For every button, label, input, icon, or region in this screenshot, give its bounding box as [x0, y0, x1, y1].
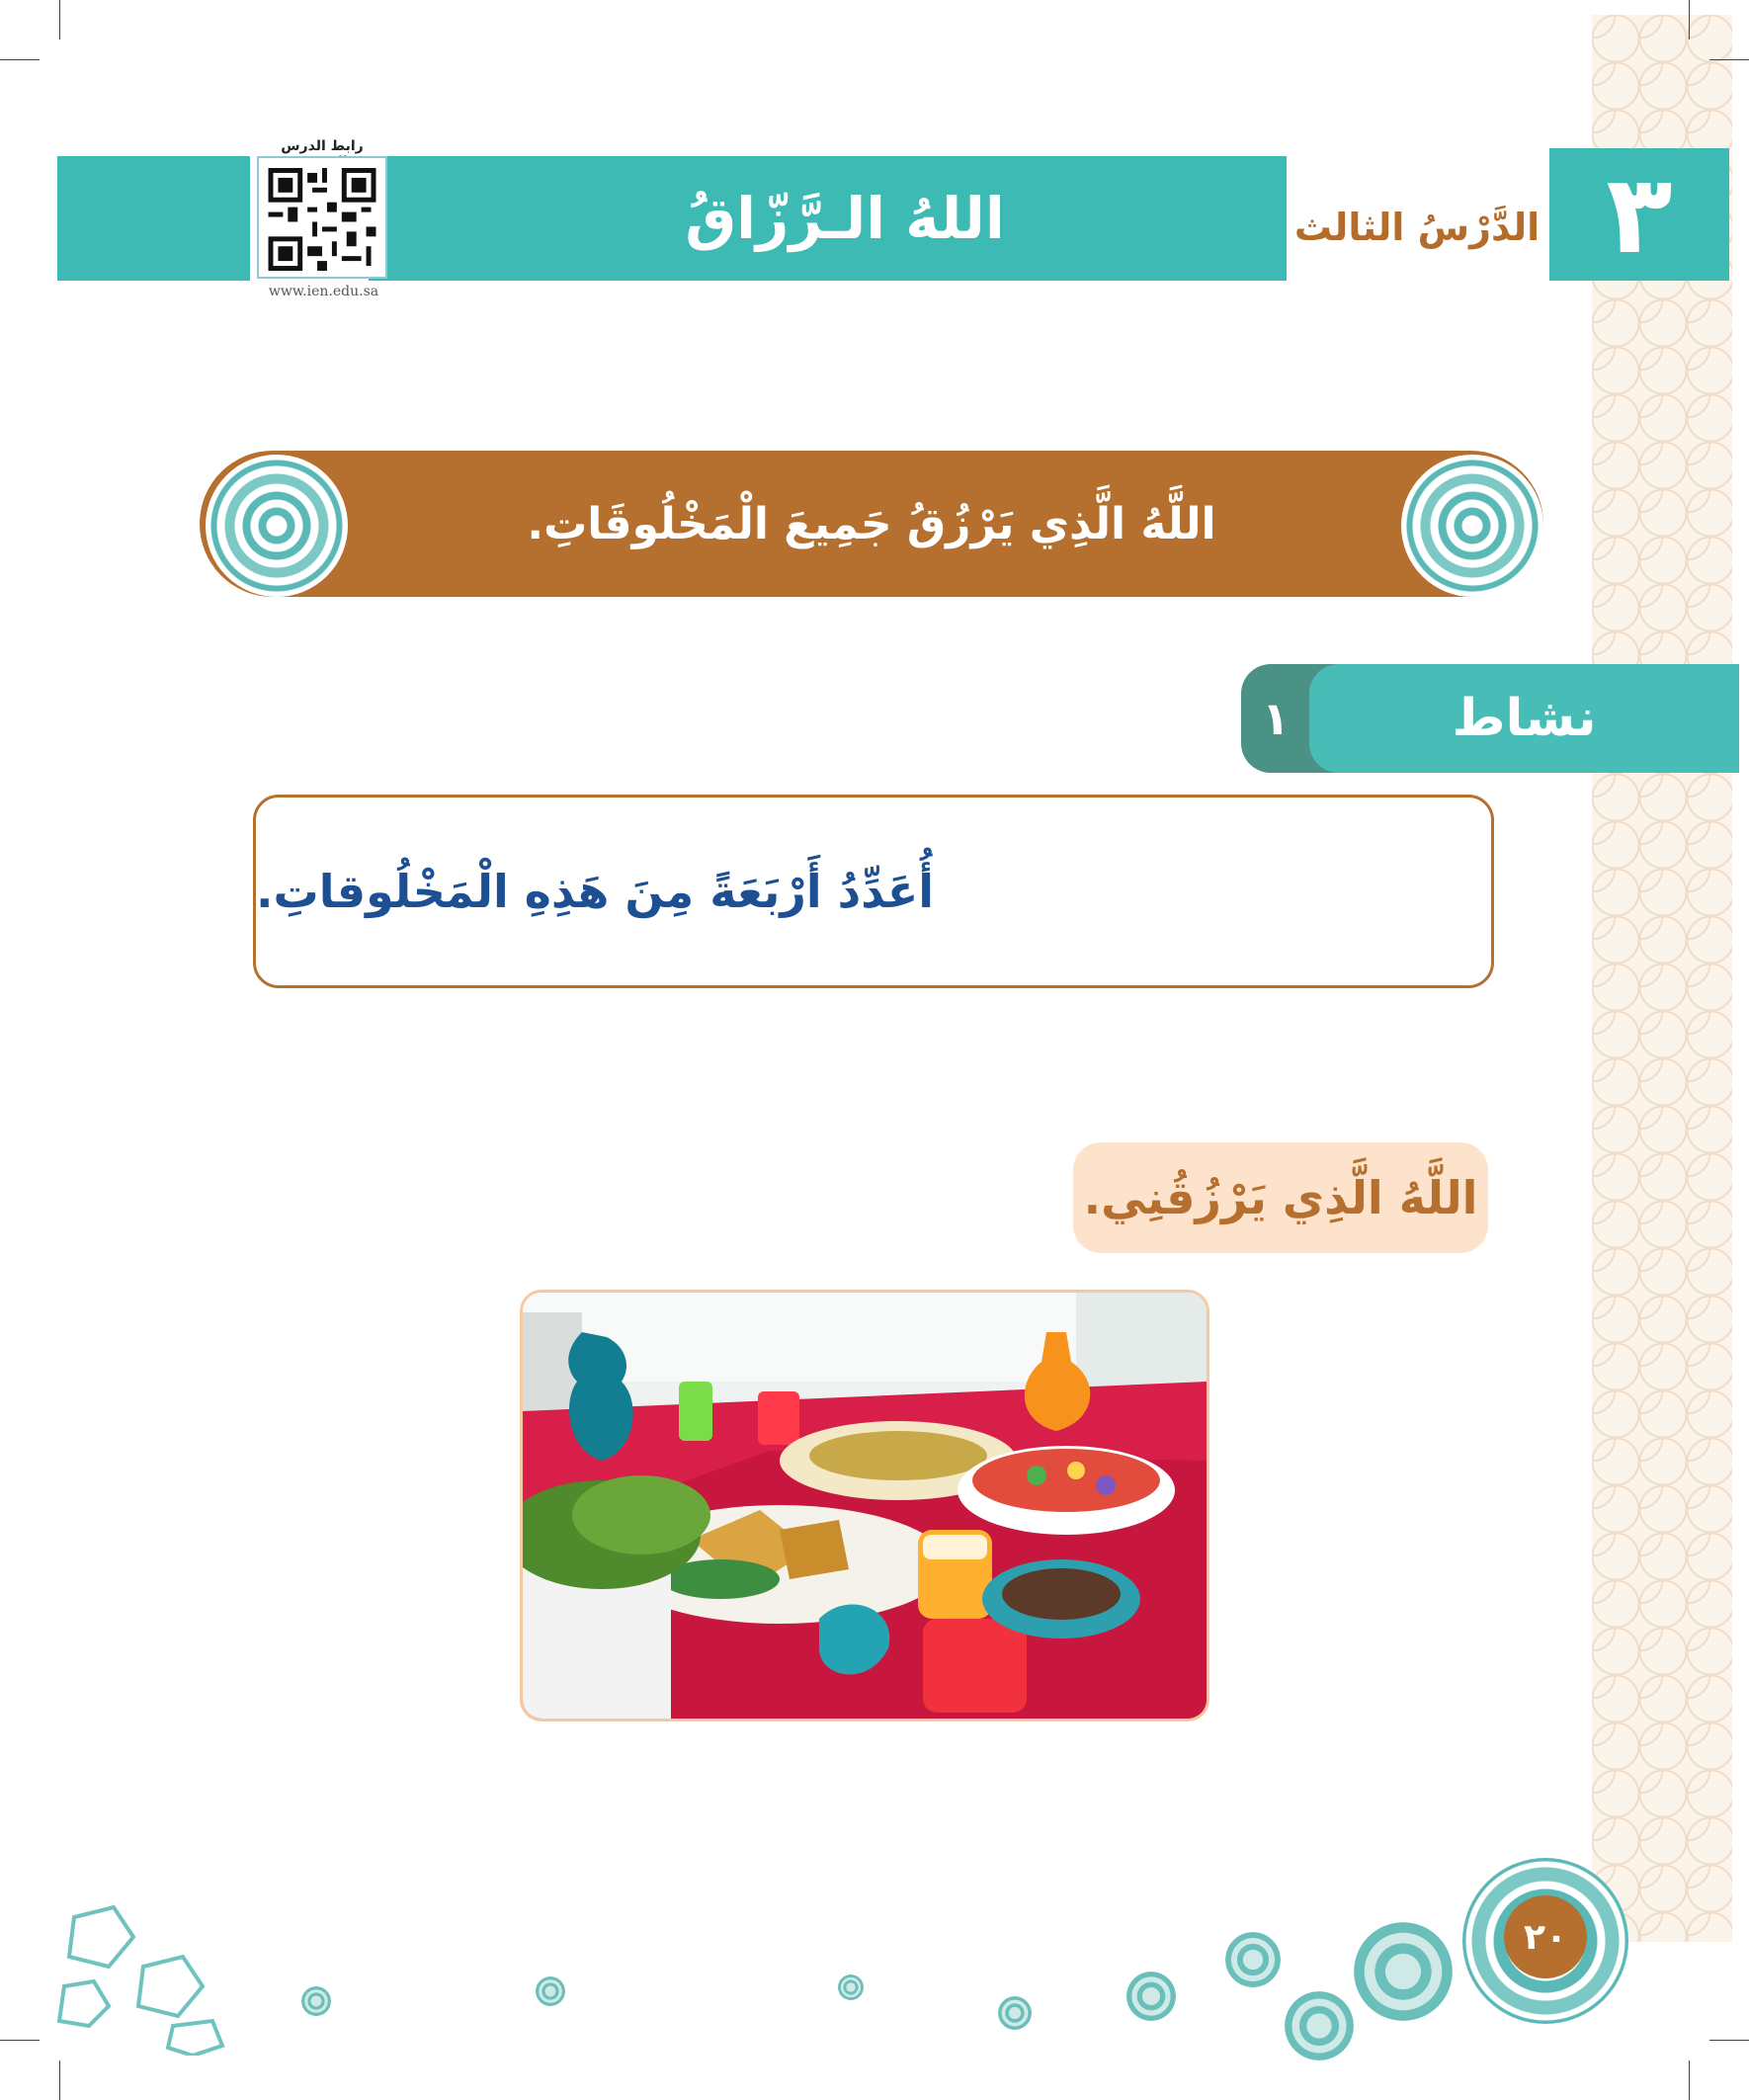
footer-rosette-icon: [998, 1996, 1032, 2030]
footer-rosette-icon: [1354, 1922, 1453, 2021]
side-ornament-pattern: [1592, 15, 1732, 1942]
footer-rosette-icon: [1285, 1991, 1354, 2060]
caption-text: اللَّهُ الَّذِي يَرْزُقُنِي.: [1083, 1171, 1478, 1224]
activity-instruction-box: [253, 795, 1494, 988]
food-table-photo: [520, 1290, 1209, 1722]
banner-text: اللَّهُ الَّذِي يَرْزُقُ جَمِيعَ الْمَخْلُوقَاتِ.: [527, 498, 1216, 549]
activity-number: ١: [1261, 692, 1291, 745]
lesson-banner: [200, 451, 1543, 597]
lesson-number: ٣: [1549, 148, 1729, 281]
lesson-label: الدَّرْسُ الثالث: [1293, 206, 1541, 249]
footer-rosette-icon: [301, 1986, 331, 2016]
crop-mark: [59, 0, 60, 40]
crop-mark: [59, 2060, 60, 2100]
crop-mark: [1689, 0, 1690, 40]
food-table-illustration: [523, 1293, 1207, 1719]
banner-rosette-left-icon: [206, 455, 348, 597]
qr-code[interactable]: [257, 156, 387, 279]
caption-pill: [1073, 1142, 1488, 1253]
geometric-star-icon: [54, 1897, 232, 2056]
crop-mark: [1709, 59, 1749, 60]
crop-mark: [1689, 2060, 1690, 2100]
page-number: ٢٠: [1504, 1895, 1587, 1978]
lesson-title: اللهُ الـرَّزّاقُ: [685, 185, 1005, 252]
footer-rosette-icon: [838, 1974, 864, 2000]
qr-caption: رابط الدرس: [281, 138, 364, 154]
footer-rosette-icon: [1225, 1932, 1281, 1987]
crop-mark: [1709, 2040, 1749, 2041]
crop-mark: [0, 59, 40, 60]
banner-rosette-right-icon: [1401, 455, 1543, 597]
crop-mark: [0, 2040, 40, 2041]
corner-geometric-art: [54, 1897, 232, 2059]
activity-tab-label: نشاط: [1309, 664, 1739, 773]
qr-code-icon: [268, 168, 376, 271]
activity-instruction: أُعَدِّدُ أَرْبَعَةً مِنَ هَذِهِ الْمَخْلُوقاتِ.: [256, 865, 935, 918]
footer-rosette-icon: [1126, 1972, 1176, 2021]
qr-url: www.ien.edu.sa: [268, 284, 379, 299]
footer-rosette-icon: [536, 1976, 565, 2006]
